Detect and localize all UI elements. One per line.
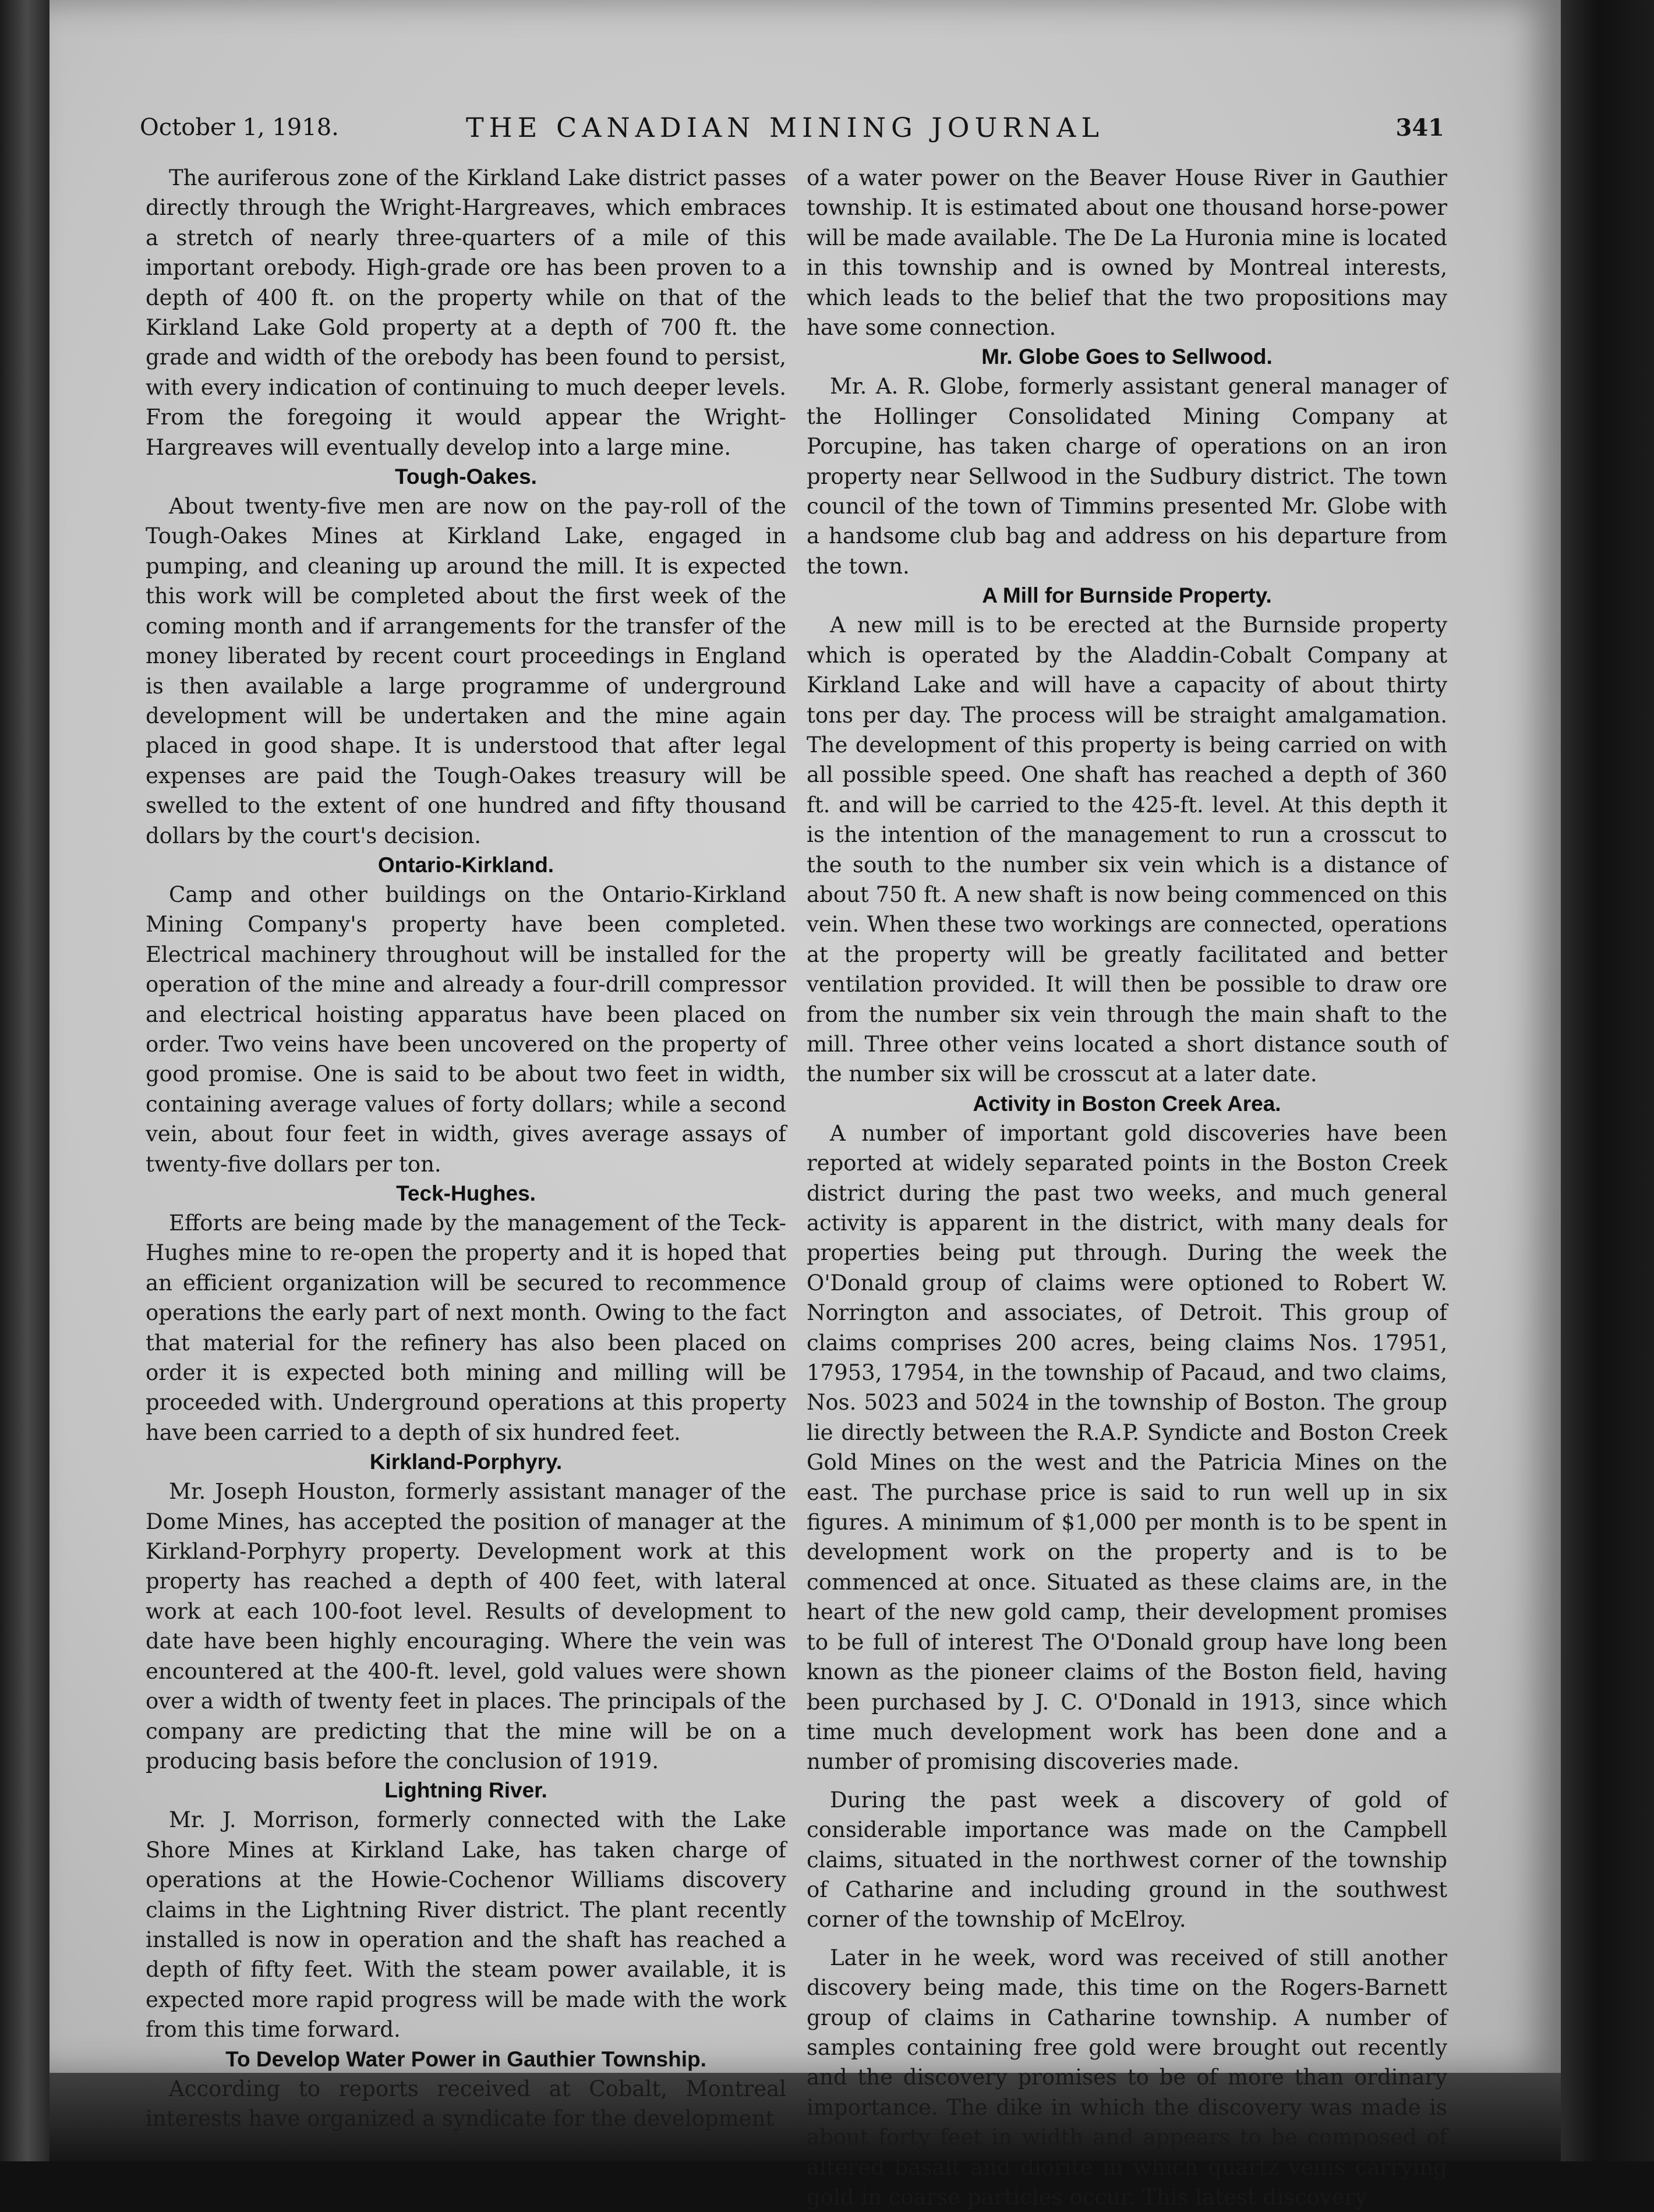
section-heading-ontario-kirkland: Ontario-Kirkland.: [377, 852, 554, 877]
section-heading-kirkland-porphyry: Kirkland-Porphyry.: [369, 1450, 563, 1474]
water-power-paragraph: According to reports received at Cobalt, Montreal interests have organized a syndicate for the development: [146, 2076, 786, 2131]
section-heading-burnside: A Mill for Burnside Property.: [982, 583, 1272, 608]
wright-hargreaves-paragraph: The auriferous zone of the Kirkland Lake district passes directly through the Wright-Hargreaves, which embraces a stretch of nearly three-quarters of a mile of this important orebody. High-grade ore has been proven to a depth of 400 ft. on the property while on that of the Kirkland Lake Gold property at a depth of 700 ft. the grade and width of the orebody has been found to persist, with every indication of continuing to much deeper levels. From the foregoing it would appear the Wright-Hargreaves will eventually develop into a large mine.: [146, 165, 786, 460]
globe-paragraph: Mr. A. R. Globe, formerly assistant general manager of the Hollinger Consolidated Mining Company at Porcupine, has taken charge of operations on an iron property near Sellwood in the Sudbury district. The town council of the town of Timmins presented Mr. Globe with a handsome club bag and address on his departure from the town.: [807, 374, 1447, 579]
kirkland-porphyry-paragraph: Mr. Joseph Houston, formerly assistant manager of the Dome Mines, has accepted the position of manager at the Kirkland-Porphyry property. Development work at this property has reached a depth of 400 feet, with lateral work at each 100-foot level. Results of development to date have been highly encouraging. Where the vein was encountered at the 400-ft. level, gold values were shown over a width of twenty feet in places. The principals of the company are predicting that the mine will be on a producing basis before the conclusion of 1919.: [146, 1479, 786, 1774]
water-power-continuation: of a water power on the Beaver House River in Gauthier township. It is estimated about one thousand horse-power will be made available. The De La Huronia mine is located in this township and is owned by Montreal interests, which leads to the belief that the two propositions may have some connection.: [807, 165, 1447, 341]
boston-creek-paragraph-2: During the past week a discovery of gold of considerable importance was made on the Campbell claims, situated in the northwest corner of the township of Catharine and including ground in the southwest corner of the township of McElroy.: [807, 1787, 1447, 1933]
burnside-paragraph: A new mill is to be erected at the Burnside property which is operated by the Aladdin-Cobalt Company at Kirkland Lake and will have a capacity of about thirty tons per day. The process will be straight amalgamation. The development of this property is being carried on with all possible speed. One shaft has reached a depth of 360 ft. and will be carried to the 425-ft. level. At this depth it is the intention of the management to run a crosscut to the south to the number six vein which is a distance of about 750 ft. A new shaft is now being commenced on this vein. When these two workings are connected, operations at the property will be greatly facilitated and better ventilation provided. It will then be possible to draw ore from the number six vein through the main shaft to the mill. Three other veins located a short distance south of the number six will be crosscut at a later date.: [807, 613, 1447, 1087]
section-heading-tough-oakes: Tough-Oakes.: [395, 465, 537, 489]
issue-date: October 1, 1918.: [140, 114, 339, 141]
section-heading-teck-hughes: Teck-Hughes.: [396, 1181, 536, 1205]
teck-hughes-paragraph: Efforts are being made by the management of the Teck-Hughes mine to re-open the property and it is hoped that an efficient organization will be secured to recommence operations the early part of next month. Owing to the fact that material for the refinery has also been placed on order it is expected both mining and milling will be proceeded with. Underground operations at this property have been carried to a depth of six hundred feet.: [146, 1211, 786, 1445]
journal-title: THE CANADIAN MINING JOURNAL: [466, 112, 1104, 143]
adjacent-page-edge: [0, 0, 50, 2161]
right-column: [807, 163, 1447, 2210]
section-heading-boston-creek: Activity in Boston Creek Area.: [973, 1091, 1281, 1116]
lightning-river-paragraph: Mr. J. Morrison, formerly connected with the Lake Shore Mines at Kirkland Lake, has taken charge of operations at the Howie-Cochenor Williams discovery claims in the Lightning River district. The plant recently installed is now in operation and the shaft has reached a depth of fifty feet. With the steam power available, it is expected more rapid progress will be made with the work from this time forward.: [146, 1807, 786, 2043]
book-binding-edge: [1561, 0, 1654, 2161]
section-heading-water-power: To Develop Water Power in Gauthier Township.: [225, 2047, 706, 2071]
left-column: [146, 163, 786, 2131]
tough-oakes-paragraph: About twenty-five men are now on the pay-roll of the Tough-Oakes Mines at Kirkland Lake, engaged in pumping, and cleaning up around the mill. It is expected this work will be completed about the first week of the coming month and if arrangements for the transfer of the money liberated by recent court proceedings in England is then available a large programme of underground development will be undertaken and the mine again placed in good shape. It is understood that after legal expenses are paid the Tough-Oakes treasury will be swelled to the extent of one hundred and fifty thousand dollars by the court's decision.: [146, 494, 786, 848]
section-heading-globe: Mr. Globe Goes to Sellwood.: [981, 345, 1273, 369]
boston-creek-paragraph-1: A number of important gold discoveries have been reported at widely separated points in the Boston Creek district during the past two weeks, and much general activity is apparent in the district, with many deals for properties being put through. During the week the O'Donald group of claims were optioned to Robert W. Norrington and associates, of Detroit. This group of claims comprises 200 acres, being claims Nos. 17951, 17953, 17954, in the township of Pacaud, and two claims, Nos. 5023 and 5024 in the township of Boston. The group lie directly between the R.A.P. Syndicte and Boston Creek Gold Mines on the west and the Patricia Mines on the east. The purchase price is said to run well up in six figures. A minimum of $1,000 per month is to be spent in development work on the property and is to be commenced at once. Situated as these claims are, in the heart of the new gold camp, their development promises to be full of interest The O'Donald group have long been known as the pioneer claims of the Boston field, having been purchased by J. C. O'Donald in 1913, since which time much development work has been done and a number of promising discoveries made.: [807, 1120, 1447, 1775]
ontario-kirkland-paragraph: Camp and other buildings on the Ontario-Kirkland Mining Company's property have been completed. Electrical machinery throughout will be installed for the operation of the mine and already a four-drill compressor and electrical hoisting apparatus have been placed on order. Two veins have been uncovered on the property of good promise. One is said to be about two feet in width, containing average values of forty dollars; while a second vein, about four feet in width, gives average assays of twenty-five dollars per ton.: [146, 882, 786, 1177]
running-header: [140, 114, 1444, 151]
page-number: 341: [1395, 114, 1444, 141]
boston-creek-paragraph-3: Later in he week, word was received of still another discovery being made, this time on the Rogers-Barnett group of claims in Catharine township. A number of samples containing free gold were brought out recently and the discovery promises to be of more than ordinary importance. The dike in which the discovery was made is about forty feet in width and appears to be composed of altered basalt and diorite in which quartz veins carrying gold in coarse particles occur. This latest discovery: [807, 1945, 1447, 2210]
section-heading-lightning-river: Lightning River.: [384, 1778, 547, 1803]
